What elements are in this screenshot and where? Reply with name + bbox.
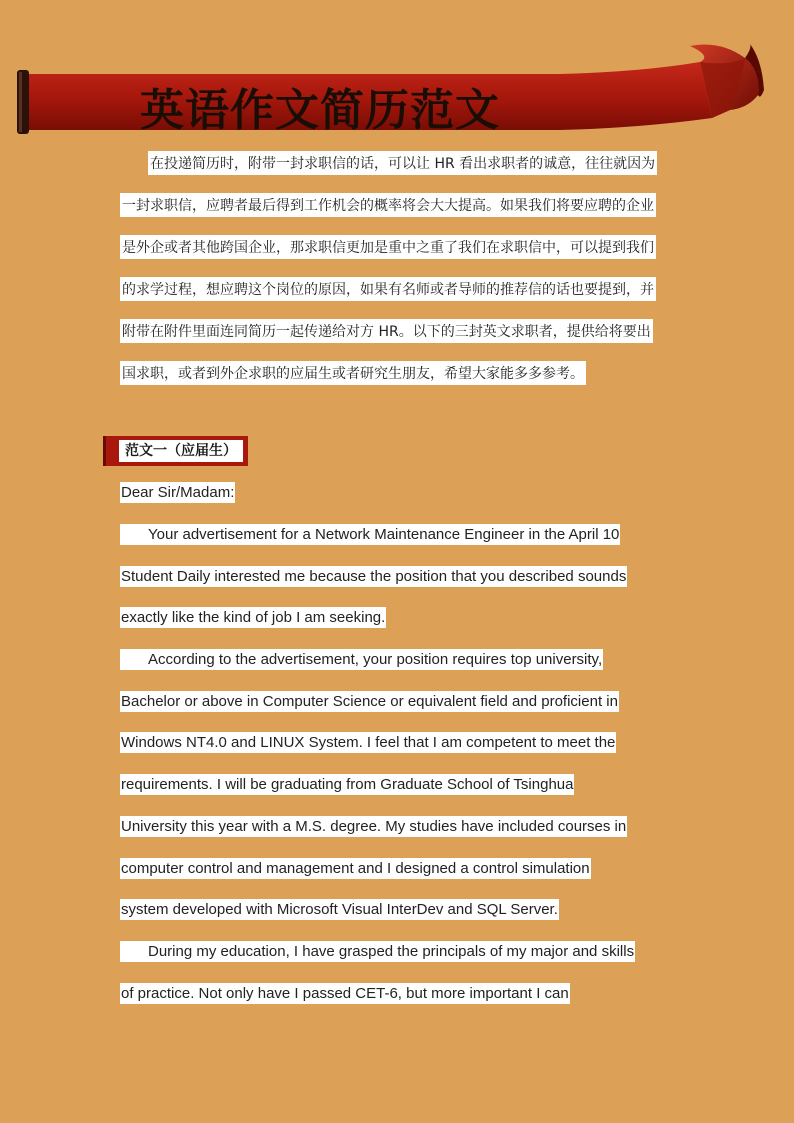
- letter-line: of practice. Not only have I passed CET-6, but more important I can: [121, 984, 569, 1002]
- intro-line: 附带在附件里面连同简历一起传递给对方 HR。以下的三封英文求职者，提供给将要出: [120, 310, 680, 352]
- letter-line: requirements. I will be graduating from Graduate School of Tsinghua: [121, 776, 574, 794]
- intro-line: 的求学过程，想应聘这个岗位的原因，如果有名师或者导师的推荐信的话也要提到，并: [120, 268, 680, 310]
- section-heading: [103, 436, 248, 466]
- letter-line: During my education, I have grasped the principals of my major and skills: [120, 931, 680, 973]
- title-banner: [0, 0, 794, 150]
- sample-letter: [120, 472, 680, 1014]
- letter-line: University this year with a M.S. degree. My studies have included courses in: [121, 817, 627, 835]
- intro-line: 在投递简历时，附带一封求职信的话，可以让 HR 看出求职者的诚意，往往就因为: [120, 142, 680, 184]
- intro-line: 是外企或者其他跨国企业，那求职信更加是重中之重了我们在求职信中，可以提到我们: [120, 226, 680, 268]
- section-heading-cap: [103, 436, 106, 466]
- letter-line: system developed with Microsoft Visual InterDev and SQL Server.: [121, 901, 558, 919]
- intro-line: 国求职，或者到外企求职的应届生或者研究生朋友，希望大家能多多参考。: [120, 352, 680, 394]
- letter-line: exactly like the kind of job I am seeking.: [121, 609, 386, 627]
- section-heading-label: 范文一（应届生）: [119, 440, 243, 462]
- letter-line: Bachelor or above in Computer Science or equivalent field and proficient in: [121, 692, 618, 710]
- letter-line: Your advertisement for a Network Maintenance Engineer in the April 10: [120, 514, 680, 556]
- intro-line: 一封求职信，应聘者最后得到工作机会的概率将会大大提高。如果我们将要应聘的企业: [120, 184, 680, 226]
- letter-line: computer control and management and I designed a control simulation: [121, 859, 590, 877]
- intro-paragraph: [120, 142, 680, 394]
- letter-line: Dear Sir/Madam:: [121, 484, 235, 502]
- letter-line: Student Daily interested me because the position that you described sounds: [121, 567, 627, 585]
- page-title: 英语作文简历范文: [140, 85, 500, 136]
- letter-line: According to the advertisement, your position requires top university,: [120, 639, 680, 681]
- letter-line: Windows NT4.0 and LINUX System. I feel that I am competent to meet the: [121, 734, 616, 752]
